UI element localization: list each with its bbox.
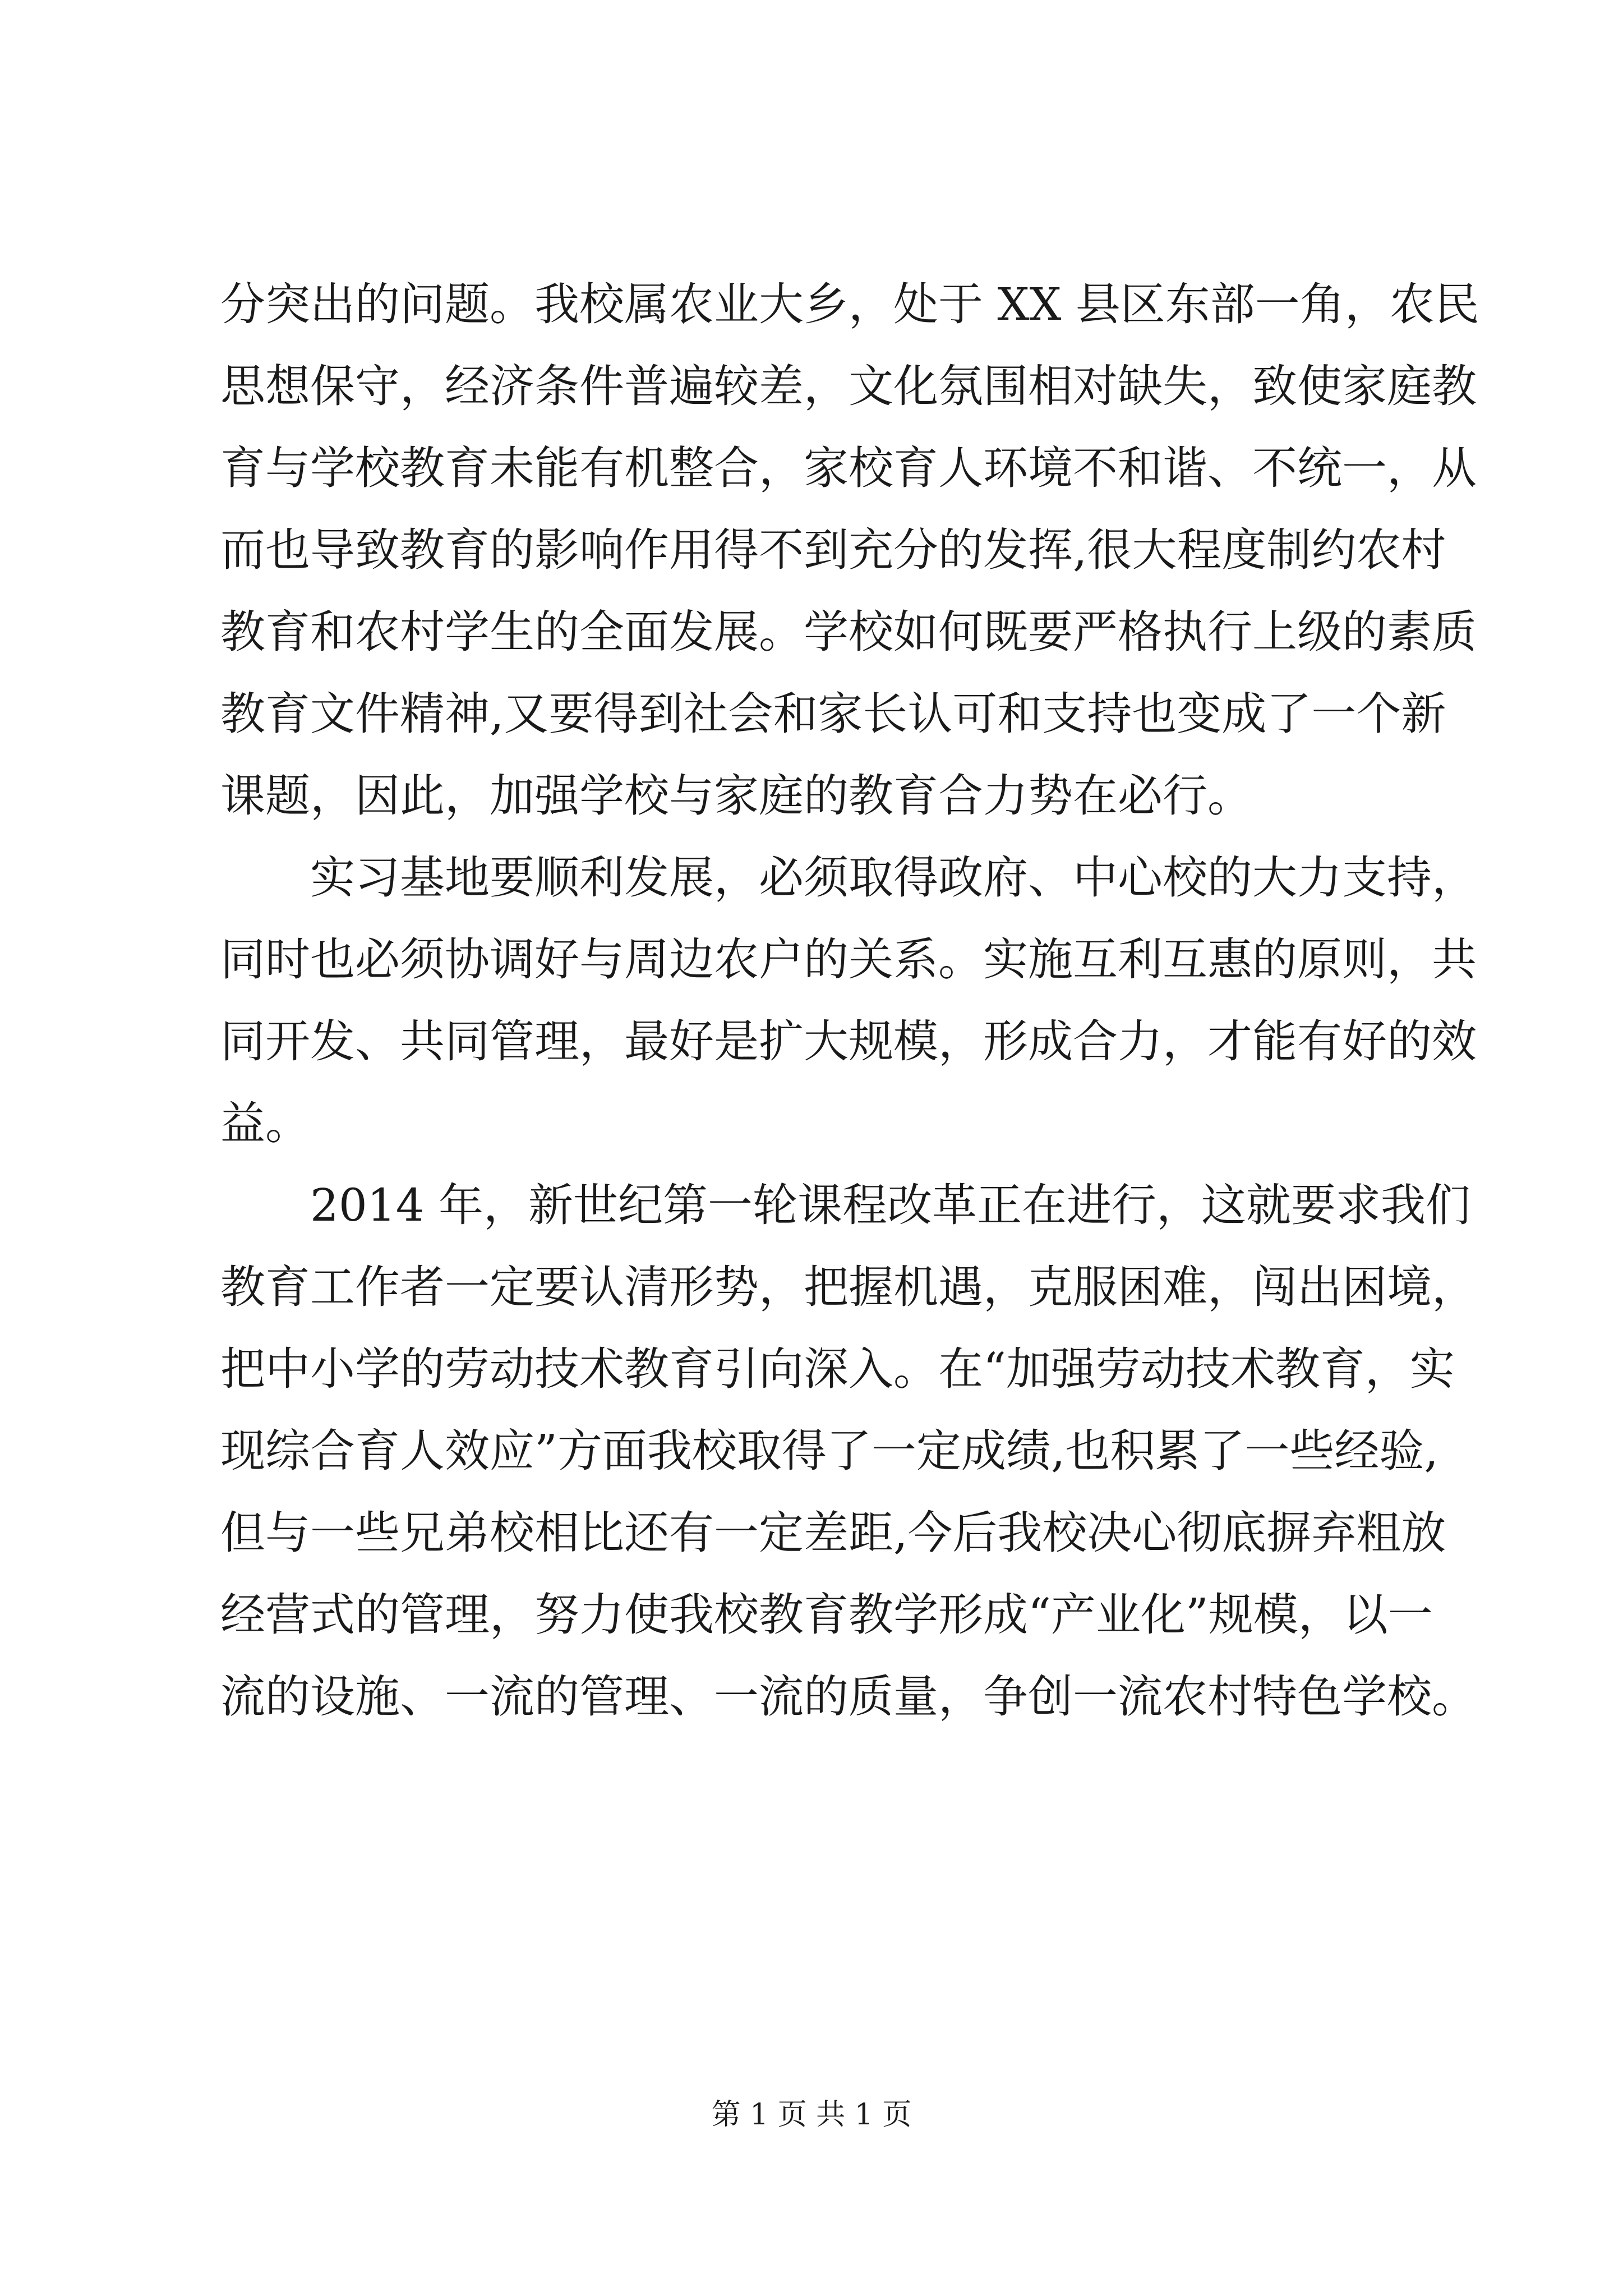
- text-line: 但与一些兄弟校相比还有一定差距,今后我校决心彻底摒弃粗放: [220, 1507, 1446, 1559]
- text-line: 教育文件精神,又要得到社会和家长认可和支持也变成了一个新: [220, 688, 1446, 740]
- document-body: [220, 264, 1479, 1738]
- text-line: 实习基地要顺利发展，必须取得政府、中心校的大力支持，: [310, 852, 1477, 904]
- text-line: 益。: [220, 1097, 310, 1149]
- text-line: 把中小学的劳动技术教育引向深入。在“加强劳动技术教育，实: [220, 1343, 1455, 1395]
- text-line: 流的设施、一流的管理、一流的质量，争创一流农村特色学校。: [220, 1671, 1477, 1723]
- text-line: 同开发、共同管理，最好是扩大规模，形成合力，才能有好的效: [220, 1015, 1477, 1068]
- text-line: 教育工作者一定要认清形势，把握机遇，克服困难，闯出困境，: [220, 1261, 1477, 1313]
- text-line: 经营式的管理，努力使我校教育教学形成“产业化”规模，以一: [220, 1589, 1433, 1641]
- text-line: 课题，因此，加强学校与家庭的教育合力势在必行。: [220, 770, 1252, 822]
- text-line: 思想保守，经济条件普遍较差，文化氛围相对缺失，致使家庭教: [220, 360, 1477, 412]
- paragraph-1: [220, 264, 1479, 837]
- text-line: 育与学校教育未能有机整合，家校育人环境不和谐、不统一，从: [220, 442, 1477, 494]
- text-line: 教育和农村学生的全面发展。学校如何既要严格执行上级的素质: [220, 606, 1477, 658]
- text-line: 同时也必须协调好与周边农户的关系。实施互利互惠的原则，共: [220, 933, 1477, 986]
- page-footer: 第 1 页 共 1 页: [711, 2098, 912, 2132]
- paragraph-3: [220, 1165, 1477, 1738]
- text-line: 2014 年，新世纪第一轮课程改革正在进行，这就要求我们: [310, 1179, 1471, 1231]
- paragraph-2: [220, 837, 1477, 1165]
- text-line: 分突出的问题。我校属农业大乡，处于 XX 县区东部一角，农民: [220, 278, 1479, 330]
- text-line: 而也导致教育的影响作用得不到充分的发挥,很大程度制约农村: [220, 524, 1446, 576]
- text-line: 现综合育人效应”方面我校取得了一定成绩,也积累了一些经验,: [220, 1425, 1438, 1477]
